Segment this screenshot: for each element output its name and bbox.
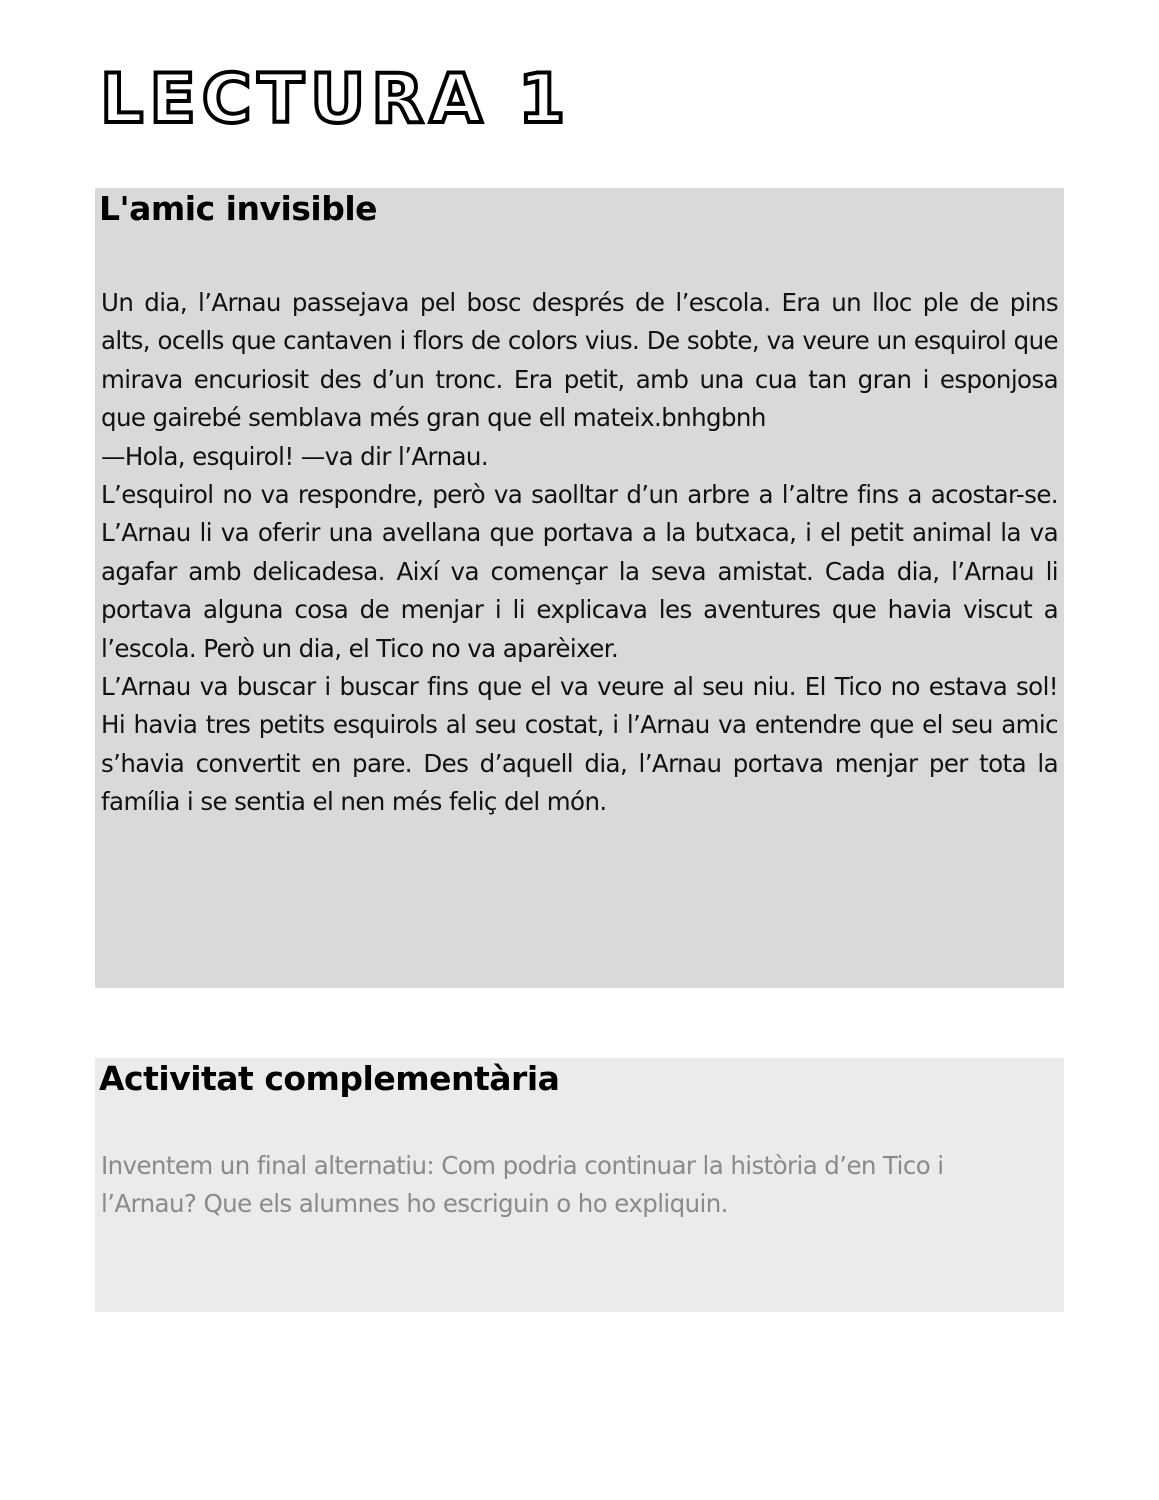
activity-card: [95, 1058, 1064, 1312]
story-body: [99, 284, 1058, 822]
story-paragraph: Un dia, l’Arnau passejava pel bosc després de l’escola. Era un lloc ple de pins alts, ocells que cantaven i flors de colors vius. De sobte, va veure un esquirol que mirava encuriosit des d’un tronc. Era petit, amb una cua tan gran i esponjosa que gairebé semblava més gran que ell mateix.bnhgbnh: [101, 287, 1058, 433]
story-card: [95, 188, 1064, 988]
activity-title: Activitat complementària: [99, 1059, 560, 1098]
story-paragraph: L’esquirol no va respondre, però va saolltar d’un arbre a l’altre fins a acostar-se. L’Arnau li va oferir una avellana que portava a la butxaca, i el petit animal la va agafar amb delicadesa. Així va començar la seva amistat. Cada dia, l’Arnau li portava alguna cosa de menjar i li explicava les aventures que havia viscut a l’escola. Però un dia, el Tico no va aparèixer.: [101, 479, 1058, 663]
story-paragraph: L’Arnau va buscar i buscar fins que el va veure al seu niu. El Tico no estava sol! Hi havia tres petits esquirols al seu costat, i l’Arnau va entendre que el seu amic s’havia convertit en pare. Des d’aquell dia, l’Arnau portava menjar per tota la família i se sentia el nen més feliç del món.: [101, 671, 1058, 817]
activity-text: Inventem un final alternatiu: Com podria continuar la història d’en Tico i l’Arnau? Que els alumnes ho escriguin o ho expliquin.: [101, 1150, 944, 1219]
story-paragraph: —Hola, esquirol! —va dir l’Arnau.: [101, 441, 489, 471]
story-title: L'amic invisible: [99, 189, 378, 228]
page-title: LECTURA 1: [100, 60, 572, 139]
